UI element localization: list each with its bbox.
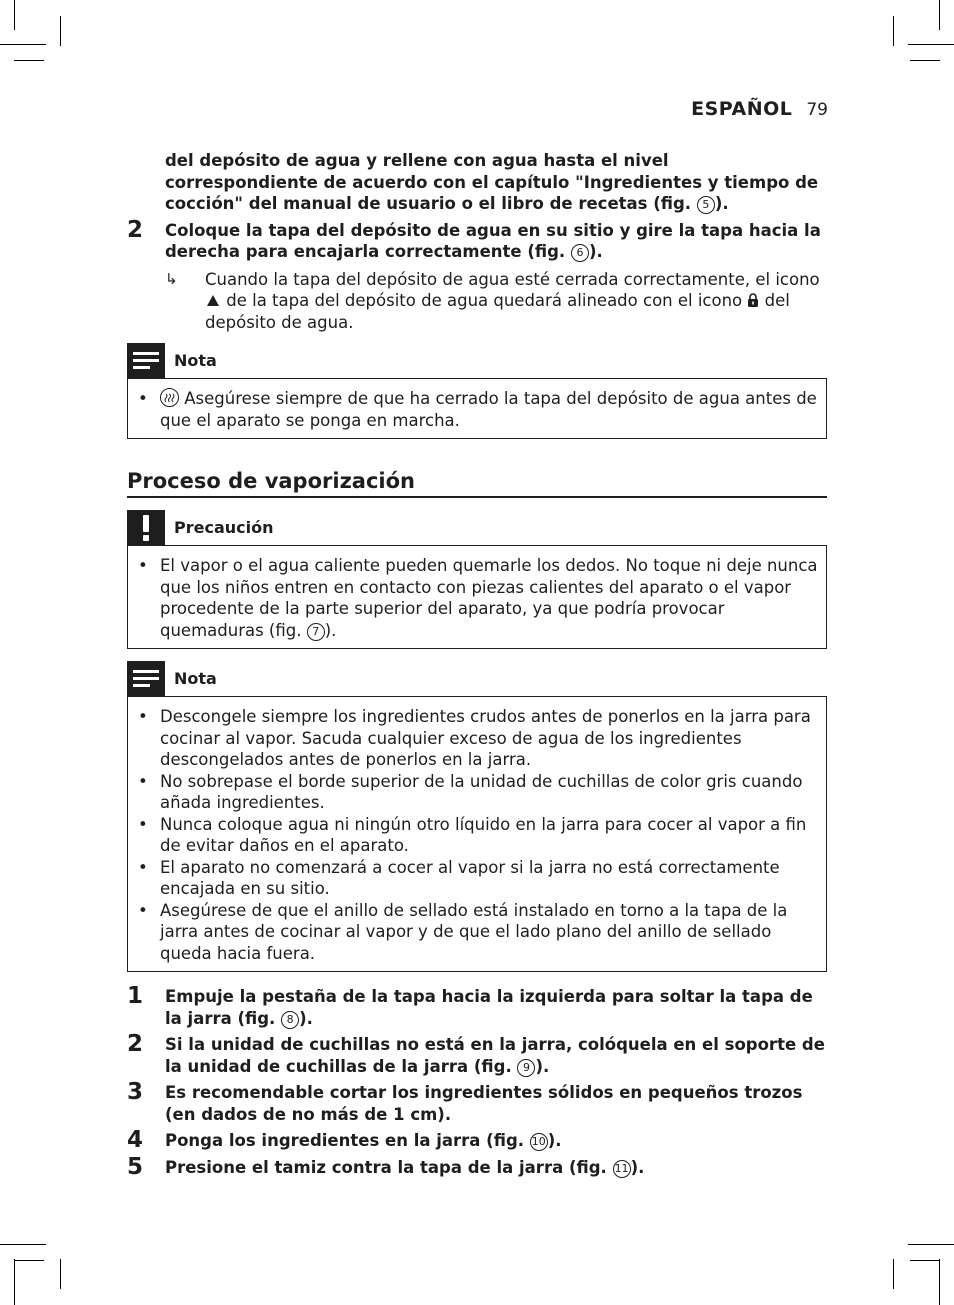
step-text: Presione el tamiz contra la tapa de la jarra (fig. 11 ). bbox=[165, 1157, 645, 1177]
list-item: • Descongele siempre los ingredientes crudos antes de ponerlos en la jarra para cocinar al vapor. Sacuda cualquier exceso de agua de los ingredientes descongelados antes de ponerlos en la jarra. bbox=[138, 707, 811, 769]
page-content bbox=[127, 150, 827, 1178]
figure-ref: 8 bbox=[281, 1011, 299, 1029]
figure-ref: 6 bbox=[571, 244, 589, 262]
list-item: • No sobrepase el borde superior de la unidad de cuchillas de color gris cuando añada ingredientes. bbox=[138, 771, 803, 812]
list-item: • El vapor o el agua caliente pueden quemarle los dedos. No toque ni deje nunca que los niños entren en contacto con piezas calientes del aparato o el vapor procedente de la parte superior del aparato, ya que podría provocar quemaduras (fig. 7 ). bbox=[138, 556, 818, 640]
crop-mark bbox=[14, 1260, 44, 1261]
lock-icon bbox=[747, 293, 759, 307]
step-text: Ponga los ingredientes en la jarra (fig. 10 ). bbox=[165, 1131, 562, 1150]
language-label: ESPAÑOL bbox=[691, 98, 793, 120]
step-number: 3 bbox=[127, 1079, 144, 1105]
crop-mark bbox=[60, 16, 61, 46]
crop-mark bbox=[939, 1259, 940, 1305]
figure-ref: 10 bbox=[530, 1133, 548, 1151]
note-icon bbox=[127, 661, 165, 696]
crop-mark bbox=[939, 0, 940, 30]
page-header bbox=[691, 98, 828, 120]
note-icon bbox=[127, 343, 165, 378]
step-item bbox=[127, 1079, 827, 1125]
crop-mark bbox=[910, 60, 940, 61]
note-box bbox=[127, 696, 827, 972]
crop-mark bbox=[908, 44, 954, 45]
step-number: 1 bbox=[127, 983, 144, 1009]
steam-icon bbox=[160, 388, 179, 407]
crop-mark bbox=[893, 16, 894, 46]
note-label: Nota bbox=[174, 351, 217, 370]
step-item bbox=[127, 1031, 827, 1077]
crop-mark bbox=[910, 1260, 940, 1261]
section-title: Proceso de vaporización bbox=[127, 469, 827, 498]
figure-ref: 5 bbox=[697, 196, 715, 214]
exclamation-icon bbox=[127, 510, 165, 545]
list-item: • Asegúrese siempre de que ha cerrado la tapa del depósito de agua antes de que el aparato se ponga en marcha. bbox=[138, 389, 817, 430]
step-number: 4 bbox=[127, 1127, 144, 1153]
figure-ref: 7 bbox=[307, 623, 325, 641]
note-label: Nota bbox=[174, 669, 217, 688]
result-text: Cuando la tapa del depósito de agua esté cerrada correctamente, el icono de la tapa del depósito de agua quedará alineado con el icono del depósito de agua. bbox=[205, 269, 820, 332]
step-number: 5 bbox=[127, 1153, 144, 1180]
crop-mark bbox=[14, 0, 15, 30]
intro-paragraph: del depósito de agua y rellene con agua hasta el nivel correspondiente de acuerdo con el capítulo "Ingredientes y tiempo de cocción" del manual de usuario o el libro de recetas (fig. 5 ). bbox=[165, 151, 819, 213]
result-item bbox=[165, 269, 827, 334]
step-item bbox=[127, 1127, 827, 1153]
note-header bbox=[127, 343, 827, 378]
list-item: • Asegúrese de que el anillo de sellado está instalado en torno a la tapa de la jarra antes de cocinar al vapor y de que el lado plano del anillo de sellado queda hacia fuera. bbox=[138, 900, 788, 963]
step-number: 2 bbox=[127, 1031, 144, 1057]
figure-ref: 11 bbox=[613, 1160, 631, 1178]
list-item: • Nunca coloque agua ni ningún otro líquido en la jarra para cocer al vapor a fin de evitar daños en el aparato. bbox=[138, 814, 807, 855]
caution-label: Precaución bbox=[174, 518, 274, 537]
step-text: Coloque la tapa del depósito de agua en su sitio y gire la tapa hacia la derecha para encajarla correctamente (fig. 6 ). bbox=[165, 220, 821, 261]
crop-mark bbox=[14, 60, 44, 61]
caution-box bbox=[127, 545, 827, 649]
crop-mark bbox=[14, 1259, 15, 1305]
step-text: Si la unidad de cuchillas no está en la jarra, colóquela en el soporte de la unidad de cuchillas de la jarra (fig. 9 ). bbox=[165, 1035, 825, 1076]
step-text: Empuje la pestaña de la tapa hacia la izquierda para soltar la tapa de la jarra (fig. 8 ). bbox=[165, 987, 813, 1028]
page-number: 79 bbox=[806, 100, 828, 120]
crop-mark bbox=[60, 1259, 61, 1289]
step-item bbox=[127, 1153, 827, 1180]
step-item bbox=[127, 216, 827, 263]
step-item bbox=[127, 983, 827, 1029]
result-arrow-icon: ↳ bbox=[165, 269, 178, 288]
note-header bbox=[127, 661, 827, 696]
caution-header bbox=[127, 510, 827, 545]
crop-mark bbox=[0, 44, 46, 45]
step-number: 2 bbox=[127, 216, 144, 243]
note-box bbox=[127, 378, 827, 439]
figure-ref: 9 bbox=[517, 1059, 535, 1077]
step-text: Es recomendable cortar los ingredientes sólidos en pequeños trozos (en dados de no más de 1 cm). bbox=[165, 1083, 803, 1124]
crop-mark bbox=[0, 1244, 46, 1245]
list-item: • El aparato no comenzará a cocer al vapor si la jarra no está correctamente encajada en su sitio. bbox=[138, 857, 780, 898]
crop-mark bbox=[893, 1259, 894, 1289]
crop-mark bbox=[908, 1244, 954, 1245]
triangle-icon bbox=[207, 295, 219, 306]
